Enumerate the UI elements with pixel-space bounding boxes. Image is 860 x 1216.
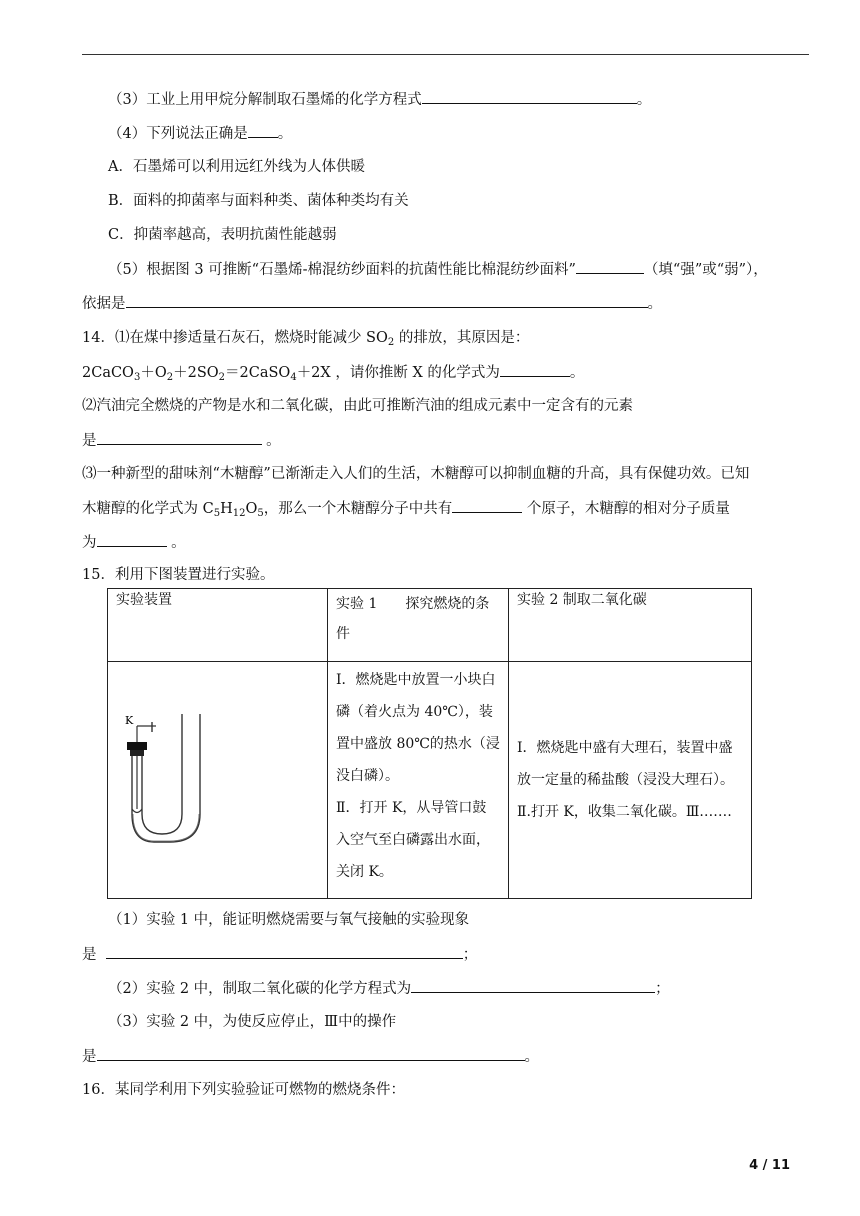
q14-part3-mass: 为 。 <box>82 532 186 553</box>
experiment-table <box>107 588 752 899</box>
header-experiment-2: 实验 2 制取二氧化碳 <box>509 589 752 662</box>
experiment-1-steps: Ⅰ．燃烧匙中放置一小块白磷（着火点为 40℃），装置中盛放 80℃的热水（浸没白磷）。 Ⅱ．打开 K，从导管口鼓入空气至白磷露出水面，关闭 K。 <box>328 662 509 899</box>
u-tube-apparatus-diagram <box>122 714 202 844</box>
q13-part4: （4）下列说法正确是 。 <box>108 123 292 144</box>
valve-label: K <box>125 714 134 727</box>
q14-part3-formula: 木糖醇的化学式为 $C_5H_{12}O_5$，那么一个木糖醇分子中共有 个原子，木糖醇的相对分子质量 <box>82 498 730 524</box>
q15-part1-answer: 是 ； <box>82 944 477 965</box>
answer-blank <box>576 259 644 274</box>
q15-part3-answer: 是 。 <box>82 1046 539 1067</box>
q14-equation: $2CaCO_3+O_2+2SO_2=2CaSO_4+2X$ ，请你推断 X 的化学式为 。 <box>82 362 584 388</box>
q15-title: 15．利用下图装置进行实验。 <box>82 567 275 583</box>
answer-blank <box>126 293 648 308</box>
answer-blank <box>422 89 637 104</box>
answer-blank <box>97 532 167 547</box>
q15-part3: （3）实验 2 中，为使反应停止，Ⅲ中的操作 <box>108 1014 397 1030</box>
answer-blank <box>452 498 522 513</box>
q14-part2-answer: 是 。 <box>82 430 281 451</box>
experiment-2-steps: Ⅰ．燃烧匙中盛有大理石，装置中盛放一定量的稀盐酸（浸没大理石）。 Ⅱ.打开 K，收集二氧化碳。Ⅲ.…… <box>509 662 752 899</box>
q14-part2: ⑵汽油完全燃烧的产物是水和二氧化碳，由此可推断汽油的组成元素中一定含有的元素 <box>82 398 633 414</box>
q15-part1: （1）实验 1 中，能证明燃烧需要与氧气接触的实验现象 <box>108 912 470 928</box>
q13-option-c: C．抑菌率越高，表明抗菌性能越弱 <box>108 227 337 243</box>
page-number: 4 / 11 <box>749 1158 790 1173</box>
q13-option-b: B．面料的抑菌率与面料种类、菌体种类均有关 <box>108 193 409 209</box>
answer-blank <box>411 978 655 993</box>
q16-title: 16．某同学利用下列实验验证可燃物的燃烧条件： <box>82 1082 405 1098</box>
rubber-stopper-icon <box>127 742 147 750</box>
q13-part3: （3）工业上用甲烷分解制取石墨烯的化学方程式 。 <box>108 89 651 110</box>
combustion-spoon-icon <box>132 809 142 813</box>
q13-part5: （5）根据图 3 可推断“石墨烯-棉混纺纱面料的抗菌性能比棉混纺纱面料” （填“强”或“弱”）， <box>108 259 768 280</box>
q15-part2: （2）实验 2 中，制取二氧化碳的化学方程式为 ； <box>108 978 670 999</box>
answer-blank <box>106 944 463 959</box>
apparatus-cell <box>108 662 328 899</box>
q13-option-a: A．石墨烯可以利用远红外线为人体供暖 <box>108 159 365 175</box>
header-rule <box>82 54 809 55</box>
q13-part5-basis: 依据是 。 <box>82 293 662 314</box>
q14-part1: 14．⑴在煤中掺适量石灰石，燃烧时能减少 $SO_2$ 的排放，其原因是： <box>82 330 530 348</box>
header-apparatus: 实验装置 <box>108 589 328 662</box>
q14-part3: ⑶一种新型的甜味剂“木糖醇”已渐渐走入人们的生活，木糖醇可以抑制血糖的升高，具有保健功效。已知 <box>82 466 750 482</box>
answer-blank <box>500 362 570 377</box>
answer-blank <box>248 123 278 138</box>
answer-blank <box>97 430 262 445</box>
answer-blank <box>97 1046 525 1061</box>
header-experiment-1: 实验 1 探究燃烧的条件 <box>328 589 509 662</box>
